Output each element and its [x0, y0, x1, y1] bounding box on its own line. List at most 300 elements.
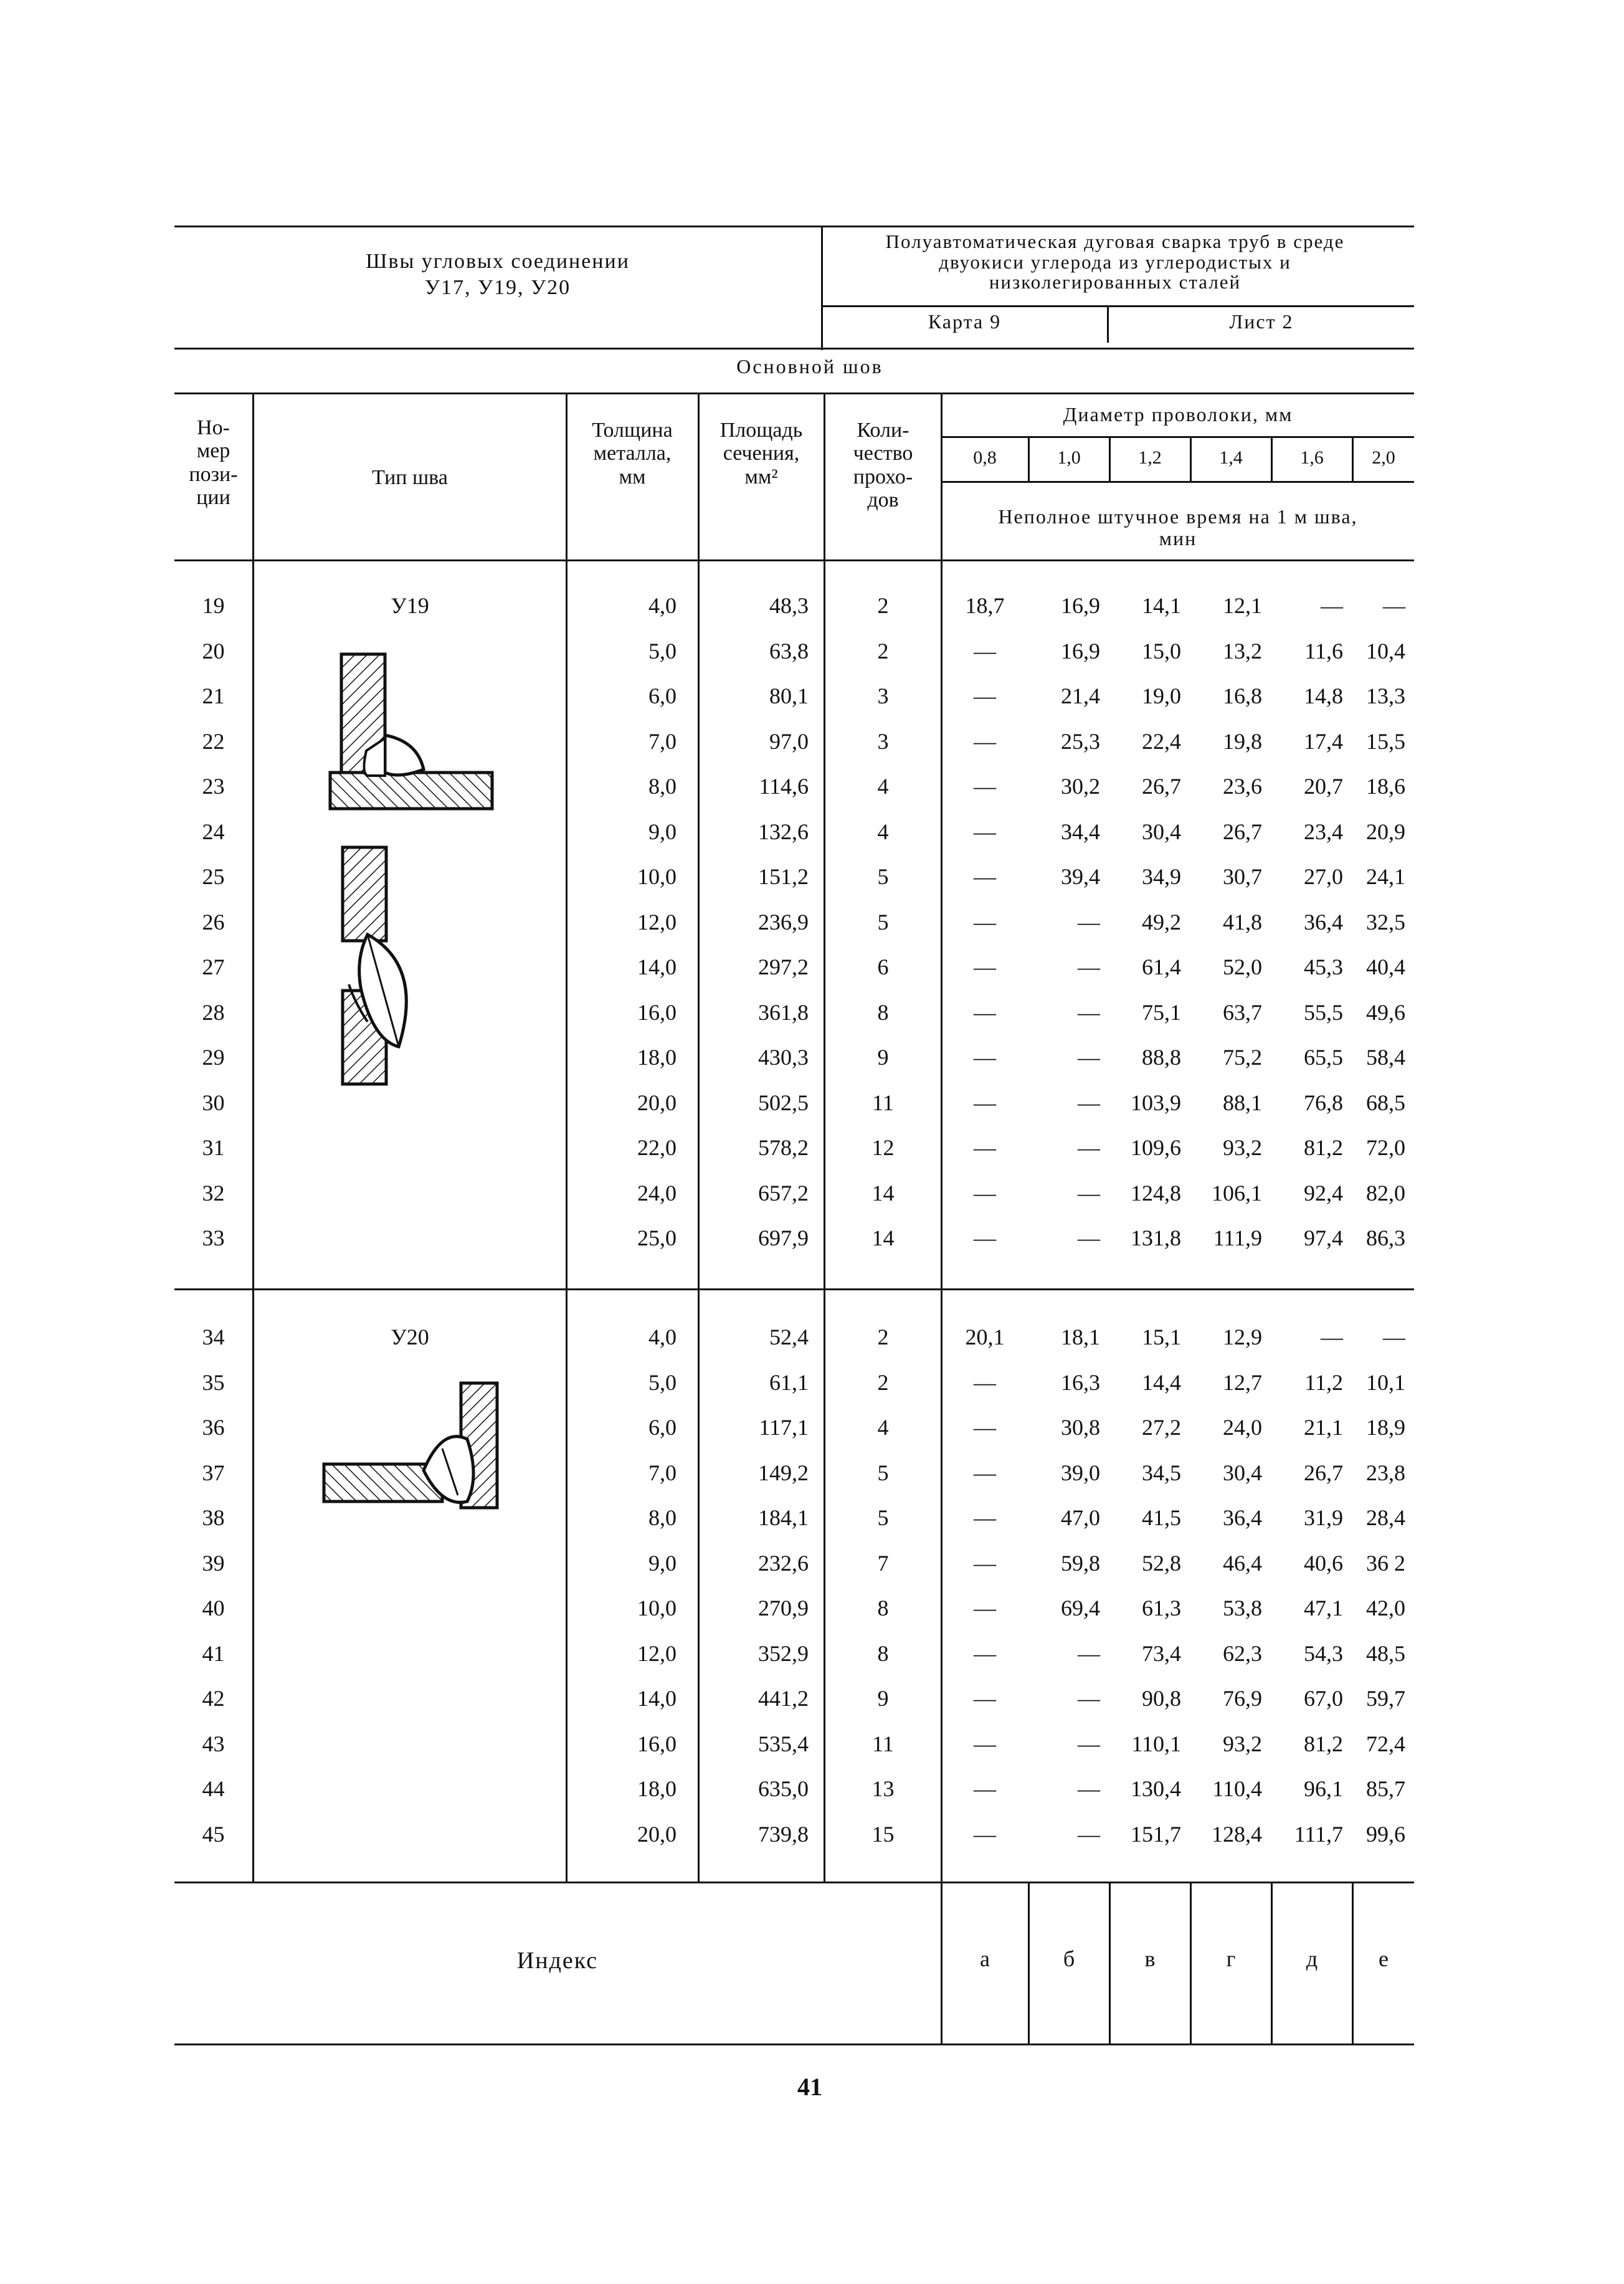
cell-t12: 103,9 — [1131, 1090, 1181, 1115]
cell-passes: 11 — [872, 1090, 894, 1115]
cell-thickness: 16,0 — [637, 999, 677, 1025]
cell-t12: 73,4 — [1142, 1640, 1181, 1666]
cell-passes: 3 — [877, 728, 889, 754]
cell-t12: 49,2 — [1142, 909, 1181, 935]
cell-thickness: 8,0 — [648, 1505, 677, 1530]
cell-t14: 52,0 — [1223, 954, 1262, 979]
diameter-0: 0,8 — [973, 447, 997, 468]
dv-3 — [1190, 436, 1192, 482]
cell-t08: — — [974, 728, 996, 754]
cell-t20: — — [1383, 593, 1405, 618]
cell-t14: 111,9 — [1213, 1225, 1262, 1250]
cell-passes: 5 — [877, 1460, 889, 1485]
cell-t08: — — [974, 774, 996, 799]
cell-t08: — — [974, 1550, 996, 1576]
cell-passes: 9 — [877, 1686, 889, 1711]
cell-t20: 23,8 — [1366, 1460, 1405, 1485]
cell-t08: — — [974, 1731, 996, 1756]
cell-pos: 25 — [202, 864, 225, 889]
dv-4 — [1271, 436, 1273, 482]
cell-t16: 31,9 — [1304, 1505, 1343, 1530]
cell-t16: 47,1 — [1304, 1596, 1343, 1620]
cell-t20: 18,9 — [1366, 1415, 1405, 1440]
cell-t20: 86,3 — [1366, 1225, 1405, 1250]
cell-pos: 33 — [202, 1225, 225, 1250]
cell-t14: 24,0 — [1223, 1415, 1262, 1440]
cell-thickness: 7,0 — [648, 728, 677, 754]
cell-t08: — — [974, 1460, 996, 1485]
cell-t20: 18,6 — [1366, 774, 1405, 799]
cell-t14: 106,1 — [1212, 1180, 1262, 1206]
col-type: Тип шва — [372, 466, 448, 489]
cell-t16: 26,7 — [1304, 1460, 1343, 1485]
cell-t20: 10,4 — [1366, 638, 1405, 664]
cell-t14: 63,7 — [1223, 999, 1262, 1025]
header-rule-bottom — [174, 348, 1414, 350]
cell-passes: 4 — [877, 819, 889, 844]
cell-pos: 24 — [202, 819, 225, 844]
cell-t10: — — [1078, 909, 1100, 935]
cell-t10: — — [1078, 1640, 1100, 1666]
cell-t16: 27,0 — [1304, 864, 1343, 889]
cell-passes: 6 — [877, 954, 889, 979]
cell-pos: 38 — [202, 1505, 225, 1530]
cell-t20: 72,4 — [1366, 1731, 1405, 1756]
diameter-rule-top — [942, 436, 1414, 438]
cell-t08: — — [974, 1640, 996, 1666]
type-label-u19: У19 — [391, 593, 429, 618]
cell-t12: 151,7 — [1131, 1821, 1181, 1847]
cell-t20: 36 2 — [1366, 1550, 1405, 1576]
card-label: Карта 9 — [928, 310, 1002, 333]
cell-thickness: 20,0 — [637, 1090, 677, 1115]
cell-t20: 59,7 — [1366, 1686, 1405, 1711]
cell-t14: 53,8 — [1223, 1596, 1262, 1620]
cell-pos: 22 — [202, 728, 225, 754]
cell-area: 114,6 — [759, 774, 809, 799]
cell-passes: 3 — [877, 683, 889, 708]
cell-t14: 12,1 — [1223, 593, 1262, 618]
cell-t14: 30,4 — [1223, 1460, 1262, 1485]
cell-t16: 36,4 — [1304, 909, 1343, 935]
cell-area: 232,6 — [758, 1550, 809, 1576]
index-rule-bottom — [174, 2044, 1414, 2045]
cell-t10: 59,8 — [1061, 1550, 1100, 1576]
cell-thickness: 6,0 — [648, 683, 677, 708]
cell-t08: — — [974, 909, 996, 935]
cell-t20: 58,4 — [1366, 1045, 1405, 1070]
cell-thickness: 16,0 — [637, 1731, 677, 1756]
cell-t12: 26,7 — [1142, 774, 1181, 799]
cell-thickness: 9,0 — [648, 819, 677, 844]
diameter-1: 1,0 — [1057, 447, 1081, 468]
cell-t14: 62,3 — [1223, 1640, 1262, 1666]
cell-pos: 27 — [202, 954, 225, 979]
cell-t10: — — [1078, 999, 1100, 1025]
cell-passes: 8 — [877, 1596, 889, 1620]
cell-thickness: 4,0 — [648, 593, 677, 618]
cell-t12: 30,4 — [1142, 819, 1181, 844]
cell-t16: 23,4 — [1304, 819, 1343, 844]
cell-t12: 75,1 — [1142, 999, 1181, 1025]
cell-pos: 30 — [202, 1090, 225, 1115]
cell-pos: 41 — [202, 1640, 225, 1666]
cell-t16: 11,6 — [1304, 638, 1343, 664]
cell-t08: — — [974, 954, 996, 979]
cell-t08: — — [974, 1596, 996, 1620]
sheet-label: Лист 2 — [1229, 310, 1294, 333]
cell-passes: 8 — [877, 1640, 889, 1666]
cell-t10: — — [1078, 954, 1100, 979]
cell-t12: 34,5 — [1142, 1460, 1181, 1485]
index-letter-g: г — [1226, 1946, 1236, 1971]
cell-t20: 20,9 — [1366, 819, 1405, 844]
cell-t08: — — [974, 1369, 996, 1395]
cell-pos: 40 — [202, 1596, 225, 1620]
cell-t14: 23,6 — [1223, 774, 1262, 799]
cell-t14: 75,2 — [1223, 1045, 1262, 1070]
cell-pos: 29 — [202, 1045, 225, 1070]
cell-pos: 35 — [202, 1369, 225, 1395]
col-area: Площадь сечения, мм² — [719, 419, 803, 488]
cell-area: 48,3 — [769, 593, 809, 618]
cell-passes: 11 — [872, 1731, 894, 1756]
dv-1 — [1028, 436, 1030, 482]
weld-sketch-u20-corner — [318, 1377, 505, 1514]
card-rule-top — [821, 305, 1414, 307]
cell-pos: 37 — [202, 1460, 225, 1485]
cell-t10: — — [1078, 1090, 1100, 1115]
cell-t16: — — [1321, 593, 1343, 618]
cell-t08: — — [974, 683, 996, 708]
cell-t20: 49,6 — [1366, 999, 1405, 1025]
cell-area: 270,9 — [758, 1596, 809, 1620]
header-left-subtitle: У17, У19, У20 — [424, 275, 571, 299]
cell-area: 430,3 — [758, 1045, 809, 1070]
cell-t16: 54,3 — [1304, 1640, 1343, 1666]
cell-passes: 4 — [877, 1415, 889, 1440]
header-right-title: Полуавтоматическая дуговая сварка труб в среде двуокиси углерода из углеродистых и низколегированных сталей — [885, 231, 1345, 293]
page-number: 41 — [797, 2073, 822, 2101]
cell-pos: 21 — [202, 683, 225, 708]
cell-area: 697,9 — [758, 1225, 809, 1250]
cell-area: 739,8 — [758, 1821, 809, 1847]
cell-area: 297,2 — [758, 954, 809, 979]
cell-area: 52,4 — [769, 1325, 809, 1349]
cell-area: 535,4 — [758, 1731, 809, 1756]
cell-t16: 81,2 — [1304, 1135, 1343, 1160]
cell-thickness: 20,0 — [637, 1821, 677, 1847]
cell-t10: 34,4 — [1061, 819, 1100, 844]
diameter-2: 1,2 — [1138, 447, 1162, 468]
cell-t14: 93,2 — [1223, 1135, 1262, 1160]
cell-passes: 5 — [877, 909, 889, 935]
cell-t16: 96,1 — [1304, 1776, 1343, 1801]
cell-passes: 14 — [871, 1225, 895, 1250]
cell-passes: 4 — [877, 774, 889, 799]
cell-thickness: 9,0 — [648, 1550, 677, 1576]
cell-thickness: 5,0 — [648, 638, 677, 664]
section-title: Основной шов — [736, 355, 883, 378]
cell-t16: 67,0 — [1304, 1686, 1343, 1711]
index-letter-a: а — [980, 1946, 990, 1971]
cell-t14: 41,8 — [1223, 909, 1262, 935]
cell-pos: 44 — [202, 1776, 225, 1801]
header-left — [174, 250, 821, 298]
cell-pos: 31 — [202, 1135, 225, 1160]
cell-t12: 22,4 — [1142, 728, 1181, 754]
cell-t20: 99,6 — [1366, 1821, 1405, 1847]
cell-pos: 20 — [202, 638, 225, 664]
cell-area: 117,1 — [759, 1415, 809, 1440]
cell-t12: 130,4 — [1131, 1776, 1181, 1801]
cell-t14: 93,2 — [1223, 1731, 1262, 1756]
cell-pos: 39 — [202, 1550, 225, 1576]
cell-t14: 13,2 — [1223, 638, 1262, 664]
cell-t20: 40,4 — [1366, 954, 1405, 979]
cell-t10: — — [1078, 1686, 1100, 1711]
cell-t14: 12,7 — [1223, 1369, 1262, 1395]
cell-t20: 82,0 — [1366, 1180, 1405, 1206]
cell-area: 61,1 — [769, 1369, 809, 1395]
cell-t20: 24,1 — [1366, 864, 1405, 889]
cell-t20: 68,5 — [1366, 1090, 1405, 1115]
cell-t14: 19,8 — [1223, 728, 1262, 754]
cell-passes: 9 — [877, 1045, 889, 1070]
cell-t08: — — [974, 999, 996, 1025]
cell-t20: 85,7 — [1366, 1776, 1405, 1801]
header-rule-end — [174, 559, 1414, 561]
cell-area: 352,9 — [758, 1640, 809, 1666]
cell-t16: 111,7 — [1294, 1821, 1343, 1847]
cell-area: 80,1 — [769, 683, 809, 708]
cell-t10: 16,9 — [1061, 593, 1100, 618]
cell-t08: — — [974, 864, 996, 889]
cell-pos: 42 — [202, 1686, 225, 1711]
cell-t08: — — [974, 1225, 996, 1250]
cell-t10: — — [1078, 1225, 1100, 1250]
cell-t16: 81,2 — [1304, 1731, 1343, 1756]
cell-t16: 11,2 — [1304, 1369, 1343, 1395]
diameter-5: 2,0 — [1372, 447, 1395, 468]
cell-t08: — — [974, 819, 996, 844]
index-label: Индекс — [516, 1948, 599, 1974]
header-divider — [821, 226, 823, 350]
cell-thickness: 5,0 — [648, 1369, 677, 1395]
cell-t16: 65,5 — [1304, 1045, 1343, 1070]
cell-passes: 2 — [877, 1369, 889, 1395]
cell-pos: 19 — [202, 593, 225, 618]
index-rule-top — [174, 1882, 1414, 1883]
type-label-u20: У20 — [391, 1325, 429, 1349]
cell-passes: 7 — [877, 1550, 889, 1576]
cell-t10: — — [1078, 1045, 1100, 1070]
cell-t08: 20,1 — [965, 1325, 1005, 1349]
cell-t08: — — [974, 1505, 996, 1530]
cell-area: 151,2 — [758, 864, 809, 889]
cell-t08: — — [974, 1821, 996, 1847]
dv-2 — [1109, 436, 1111, 482]
cell-t20: 28,4 — [1366, 1505, 1405, 1530]
cell-thickness: 18,0 — [637, 1045, 677, 1070]
cell-area: 635,0 — [758, 1776, 809, 1801]
cell-t20: 13,3 — [1366, 683, 1405, 708]
cell-passes: 12 — [871, 1135, 895, 1160]
cell-passes: 14 — [871, 1180, 895, 1206]
cell-t12: 41,5 — [1142, 1505, 1181, 1530]
cell-thickness: 4,0 — [648, 1325, 677, 1349]
cell-t10: 21,4 — [1061, 683, 1100, 708]
cell-t16: 20,7 — [1304, 774, 1343, 799]
index-letter-d: д — [1306, 1946, 1318, 1971]
cell-t16: 92,4 — [1304, 1180, 1343, 1206]
index-letter-e: е — [1379, 1946, 1389, 1971]
cell-t10: — — [1078, 1821, 1100, 1847]
cell-t10: — — [1078, 1135, 1100, 1160]
cell-t16: 45,3 — [1304, 954, 1343, 979]
cell-passes: 2 — [877, 1325, 889, 1349]
cell-t20: 42,0 — [1366, 1596, 1405, 1620]
cell-t20: 15,5 — [1366, 728, 1405, 754]
cell-passes: 5 — [877, 864, 889, 889]
diameter-4: 1,6 — [1300, 447, 1324, 468]
cell-t16: 55,5 — [1304, 999, 1343, 1025]
cell-t12: 14,1 — [1142, 593, 1181, 618]
cell-area: 63,8 — [769, 638, 809, 664]
cell-t10: — — [1078, 1731, 1100, 1756]
cell-area: 578,2 — [758, 1135, 809, 1160]
cell-t16: — — [1321, 1325, 1343, 1349]
diameter-3: 1,4 — [1219, 447, 1243, 468]
cell-thickness: 10,0 — [637, 1596, 677, 1620]
cell-t12: 90,8 — [1142, 1686, 1181, 1711]
cell-thickness: 18,0 — [637, 1776, 677, 1801]
cell-t16: 40,6 — [1304, 1550, 1343, 1576]
group-separator — [174, 1288, 1414, 1290]
cell-pos: 43 — [202, 1731, 225, 1756]
cell-pos: 34 — [202, 1325, 225, 1349]
cell-area: 97,0 — [769, 728, 809, 754]
cell-t10: 39,4 — [1061, 864, 1100, 889]
col-time-title: Неполное штучное время на 1 м шва, мин — [998, 505, 1358, 550]
cell-t12: 15,1 — [1142, 1325, 1181, 1349]
cell-thickness: 14,0 — [637, 954, 677, 979]
cell-t10: 18,1 — [1061, 1325, 1100, 1349]
col-diameter-title: Диаметр проволоки, мм — [1063, 403, 1293, 426]
cell-area: 184,1 — [758, 1505, 809, 1530]
cell-t08: — — [974, 1045, 996, 1070]
table-rule-top — [174, 393, 1414, 394]
cell-t12: 61,3 — [1142, 1596, 1181, 1620]
cell-pos: 28 — [202, 999, 225, 1025]
cell-t08: — — [974, 1180, 996, 1206]
cell-t08: — — [974, 1686, 996, 1711]
cell-t12: 52,8 — [1142, 1550, 1181, 1576]
cell-t20: 72,0 — [1366, 1135, 1405, 1160]
index-letter-v: в — [1144, 1946, 1156, 1971]
cell-t10: — — [1078, 1180, 1100, 1206]
cell-t14: 30,7 — [1223, 864, 1262, 889]
cell-t10: — — [1078, 1776, 1100, 1801]
cell-passes: 13 — [871, 1776, 895, 1801]
cell-passes: 2 — [877, 638, 889, 664]
cell-t12: 15,0 — [1142, 638, 1181, 664]
cell-t08: — — [974, 1090, 996, 1115]
cell-thickness: 22,0 — [637, 1135, 677, 1160]
top-rule — [174, 226, 1414, 227]
cell-t08: — — [974, 1135, 996, 1160]
cell-passes: 5 — [877, 1505, 889, 1530]
cell-t10: 30,2 — [1061, 774, 1100, 799]
index-letter-b: б — [1063, 1946, 1075, 1971]
cell-thickness: 8,0 — [648, 774, 677, 799]
cell-passes: 2 — [877, 593, 889, 618]
cell-pos: 45 — [202, 1821, 225, 1847]
cell-t12: 14,4 — [1142, 1369, 1181, 1395]
cell-thickness: 10,0 — [637, 864, 677, 889]
cell-pos: 26 — [202, 909, 225, 935]
cell-t14: 46,4 — [1223, 1550, 1262, 1576]
cell-t20: 32,5 — [1366, 909, 1405, 935]
col-passes: Коли- чество прохо- дов — [853, 419, 913, 512]
cell-t10: 39,0 — [1061, 1460, 1100, 1485]
cell-t12: 124,8 — [1131, 1180, 1181, 1206]
cell-thickness: 24,0 — [637, 1180, 677, 1206]
cell-t14: 12,9 — [1223, 1325, 1262, 1349]
cell-t14: 16,8 — [1223, 683, 1262, 708]
cell-t08: 18,7 — [965, 593, 1005, 618]
cell-t10: 16,3 — [1061, 1369, 1100, 1395]
diameter-rule-bottom — [942, 481, 1414, 483]
cell-area: 441,2 — [758, 1686, 809, 1711]
cell-t14: 36,4 — [1223, 1505, 1262, 1530]
cell-t12: 19,0 — [1142, 683, 1181, 708]
cell-t14: 76,9 — [1223, 1686, 1262, 1711]
cell-t10: 25,3 — [1061, 728, 1100, 754]
cell-t16: 76,8 — [1304, 1090, 1343, 1115]
cell-area: 236,9 — [758, 909, 809, 935]
cell-t10: 69,4 — [1061, 1596, 1100, 1620]
cell-thickness: 14,0 — [637, 1686, 677, 1711]
cell-area: 502,5 — [758, 1090, 809, 1115]
col-pos: Но- мер пози- ции — [189, 416, 238, 510]
cell-thickness: 12,0 — [637, 909, 677, 935]
cell-area: 149,2 — [758, 1460, 809, 1485]
cell-thickness: 7,0 — [648, 1460, 677, 1485]
cell-pos: 23 — [202, 774, 225, 799]
cell-t16: 97,4 — [1304, 1225, 1343, 1250]
cell-t12: 109,6 — [1131, 1135, 1181, 1160]
cell-t08: — — [974, 1415, 996, 1440]
cell-passes: 8 — [877, 999, 889, 1025]
cell-t16: 21,1 — [1304, 1415, 1343, 1440]
cell-t12: 88,8 — [1142, 1045, 1181, 1070]
weld-sketch-u19-butt — [330, 841, 430, 1090]
cell-t16: 14,8 — [1304, 683, 1343, 708]
cell-t12: 27,2 — [1142, 1415, 1181, 1440]
cell-t14: 26,7 — [1223, 819, 1262, 844]
cell-t14: 88,1 — [1223, 1090, 1262, 1115]
cell-t10: 30,8 — [1061, 1415, 1100, 1440]
cell-t12: 61,4 — [1142, 954, 1181, 979]
cell-t12: 110,1 — [1131, 1731, 1181, 1756]
cell-thickness: 12,0 — [637, 1640, 677, 1666]
cell-thickness: 25,0 — [637, 1225, 677, 1250]
cell-area: 657,2 — [758, 1180, 809, 1206]
cell-t14: 110,4 — [1212, 1776, 1262, 1801]
cell-t08: — — [974, 1776, 996, 1801]
cell-t16: 17,4 — [1304, 728, 1343, 754]
